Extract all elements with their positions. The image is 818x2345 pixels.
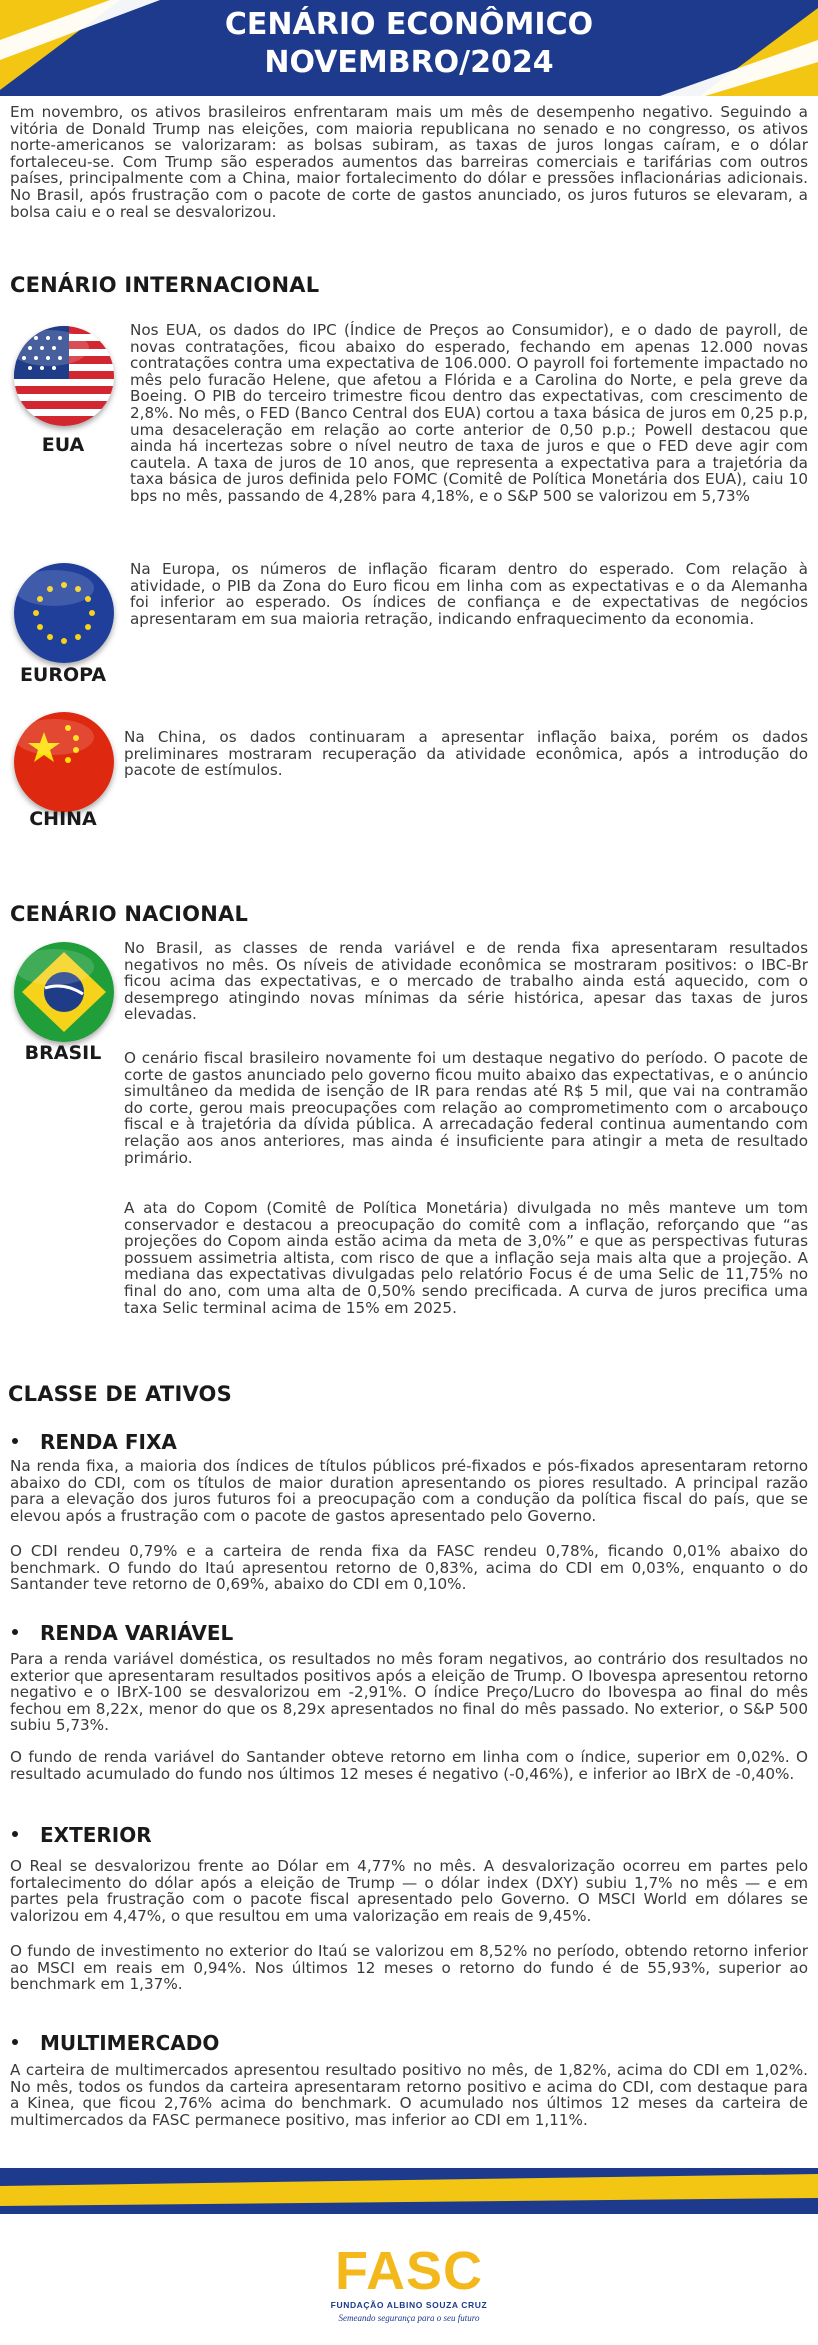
intro-paragraph: Em novembro, os ativos brasileiros enfrentaram mais um mês de desempenho negativo. Seguindo a vitória de Donald Trump nas eleições, com maioria republicana no senado e no congresso, os ativos norte-americanos se valorizaram: as bolsas subiram, as taxas de juros longas caíram, e o dólar fortaleceu-se. Com Trump são esperados aumentos das barreiras comerciais e tarifárias com outros países, principalmente com a China, maior fortalecimento do dólar e pressões inflacionárias adicionais. No Brasil, após frustração com o pacote de corte de gastos anunciado, os juros futuros se elevaram, a bolsa caiu e o real se desvalorizou. [10, 103, 808, 221]
section-heading-national: CENÁRIO NACIONAL [10, 902, 249, 926]
footer-band [0, 2168, 818, 2214]
eu-flag-icon [14, 563, 114, 663]
footer-band-graphic [0, 2168, 818, 2214]
national-paragraph-3: A ata do Copom (Comitê de Política Monetária) divulgada no mês manteve um tom conservador e destacou a preocupação do comitê com a inflação, reforçando que “as projeções do Copom ainda estão acima da meta de 3,0%” e que as perspectivas futuras possuem assimetria altista, com risco de que a inflação seja mais alta que a projeção. A mediana das expectativas divulgadas pelo relatório Focus é de uma Selic de 11,75% no final do ano, com uma alta de 0,50% sendo precificada. A curva de juros precifica uma taxa Selic terminal acima de 15% em 2025. [124, 1199, 808, 1317]
bullet-icon [12, 2039, 18, 2045]
header-banner [0, 0, 818, 96]
china-flag-icon [14, 712, 114, 812]
fasc-logo [309, 2241, 509, 2323]
renda-variavel-paragraph-2: O fundo de renda variável do Santander obteve retorno em linha com o índice, superior em 0,02%. O resultado acumulado do fundo nos últimos 12 meses é negativo (-0,46%), e inferior ao IBrX de -0,40%. [10, 1748, 808, 1783]
renda-variavel-paragraph-1: Para a renda variável doméstica, os resultados no mês foram negativos, ao contrário dos resultados no exterior que apresentaram resultados positivos após a eleição de Trump. O Ibovespa apresentou retorno negativo e o IBrX-100 se desvalorizou em -2,91%. O índice Preço/Lucro do Ibovespa ao final do mês fechou em 8,22x, menor do que os 8,29x apresentados no final do mês passado. No exterior, o S&P 500 subiu 5,73%. [10, 1650, 808, 1735]
bullet-icon [12, 1629, 18, 1635]
exterior-paragraph-2: O fundo de investimento no exterior do Itaú se valorizou em 8,52% no período, obtendo retorno inferior ao MSCI em reais em 0,94%. Nos últimos 12 meses o retorno do fundo é de 55,93%, superior ao benchmark em 1,37%. [10, 1942, 808, 1994]
country-label-brasil: BRASIL [24, 1042, 102, 1064]
subheading-renda-fixa [12, 1430, 177, 1454]
subheading-multimercado [12, 2031, 219, 2055]
usa-paragraph: Nos EUA, os dados do IPC (Índice de Preços ao Consumidor), e o dado de payroll, de novas contratações, ficou abaixo do esperado, fechando em apenas 12.000 novas contratações contra uma expectativa de 106.000. O payroll foi fortemente impactado no mês pelo furacão Helene, que afetou a Flórida e a Carolina do Norte, e pela greve da Boeing. O PIB do terceiro trimestre ficou dentro das expectativas, com crescimento de 2,8%. No mês, o FED (Banco Central dos EUA) cortou a taxa básica de juros em 0,25 p.p, uma desaceleração em relação ao corte anterior de 0,50 p.p.; Powell destacou que ainda há incertezas sobre o nível neutro de taxa de juros e que o FED deve agir com cautela. A taxa de juros de 10 anos, que representa a expectativa para a trajetória da taxa básica de juros definida pelo FOMC (Comitê de Política Monetária dos EUA), caiu 10 bps no mês, passando de 4,28% para 4,18%, e o S&P 500 se valorizou em 5,73% [130, 321, 808, 505]
national-paragraph-1: No Brasil, as classes de renda variável e de renda fixa apresentaram resultados negativos no mês. Os níveis de atividade econômica se mostraram positivos: o IBC-Br ficou acima das expectativas, e o mercado de trabalho ainda está aquecido, com o desemprego atingindo novas mínimas da série histórica, apesar das taxas de juros elevadas. [124, 939, 808, 1024]
bullet-icon [12, 1438, 18, 1444]
renda-fixa-paragraph-1: Na renda fixa, a maioria dos índices de títulos públicos pré-fixados e pós-fixados apresentaram retorno abaixo do CDI, com os títulos de maior duration apresentando os piores resultado. A principal razão para a elevação dos juros futuros foi a preocupação com a condução da política fiscal do país, que se elevou após a frustração com o pacote de gastos apresentado pelo Governo. [10, 1457, 808, 1525]
country-label-usa: EUA [41, 434, 85, 456]
section-heading-assets: CLASSE DE ATIVOS [8, 1382, 232, 1406]
usa-flag-icon [14, 326, 114, 426]
bullet-icon [12, 1831, 18, 1837]
china-paragraph: Na China, os dados continuaram a apresentar inflação baixa, porém os dados preliminares mostraram recuperação da atividade econômica, após a introdução do pacote de estímulos. [124, 728, 808, 780]
country-label-china: CHINA [29, 808, 97, 830]
fasc-org-name: FUNDAÇÃO ALBINO SOUZA CRUZ [330, 2300, 488, 2310]
renda-fixa-title: RENDA FIXA [40, 1430, 177, 1454]
section-heading-international: CENÁRIO INTERNACIONAL [10, 273, 320, 297]
subheading-exterior [12, 1823, 152, 1847]
exterior-title: EXTERIOR [40, 1823, 152, 1847]
fasc-tagline: Semeando segurança para o seu futuro [338, 2313, 480, 2323]
renda-variavel-title: RENDA VARIÁVEL [40, 1621, 234, 1645]
brazil-flag-icon [14, 942, 114, 1042]
header-title-line1: CENÁRIO ECONÔMICO [224, 7, 594, 42]
subheading-renda-variavel [12, 1621, 233, 1645]
multimercado-title: MULTIMERCADO [40, 2031, 220, 2055]
multimercado-paragraph: A carteira de multimercados apresentou resultado positivo no mês, de 1,82%, acima do CDI em 1,02%. No mês, todos os fundos da carteira apresentaram retorno positivo e acima do CDI, com destaque para a Kinea, que ficou 2,76% acima do benchmark. O acumulado nos últimos 12 meses da carteira de multimercados da FASC permanece positivo, mas inferior ao CDI em 1,11%. [10, 2061, 808, 2129]
header-title [0, 6, 818, 82]
header-title-line2: NOVEMBRO/2024 [264, 45, 554, 80]
renda-fixa-paragraph-2: O CDI rendeu 0,79% e a carteira de renda fixa da FASC rendeu 0,78%, ficando 0,01% abaixo do benchmark. O fundo do Itaú apresentou retorno de 0,83%, acima do CDI em 0,03%, enquanto o do Santander teve retorno de 0,69%, abaixo do CDI em 0,10%. [10, 1542, 808, 1594]
fasc-logo-text: FASC [334, 2241, 484, 2301]
national-paragraph-2: O cenário fiscal brasileiro novamente foi um destaque negativo do período. O pacote de corte de gastos anunciado pelo governo ficou muito abaixo das expectativas, e o anúncio simultâneo da medida de isenção de IR para rendas até R$ 5 mil, que vai na contramão do corte, gerou mais preocupações com relação ao comprometimento com o arcabouço fiscal e à trajetória da dívida pública. A arrecadação federal continua aumentando com relação aos anos anteriores, mas ainda é insuficiente para atingir a meta de resultado primário. [124, 1049, 808, 1167]
country-label-europe: EUROPA [19, 664, 107, 686]
exterior-paragraph-1: O Real se desvalorizou frente ao Dólar em 4,77% no mês. A desvalorização ocorreu em partes pelo fortalecimento do dólar após a eleição de Trump — o dólar index (DXY) subiu 1,7% no mês — e em partes pela frustração com o pacote fiscal apresentado pelo Governo. O MSCI World em dólares se valorizou em 4,47%, o que resultou em uma valorização em reais de 9,45%. [10, 1857, 808, 1925]
europe-paragraph: Na Europa, os números de inflação ficaram dentro do esperado. Com relação à atividade, o PIB da Zona do Euro ficou em linha com as expectativas e o da Alemanha foi inferior ao esperado. Os índices de confiança e de expectativas de negócios apresentaram em sua maioria retração, indicando enfraquecimento da economia. [130, 560, 808, 628]
